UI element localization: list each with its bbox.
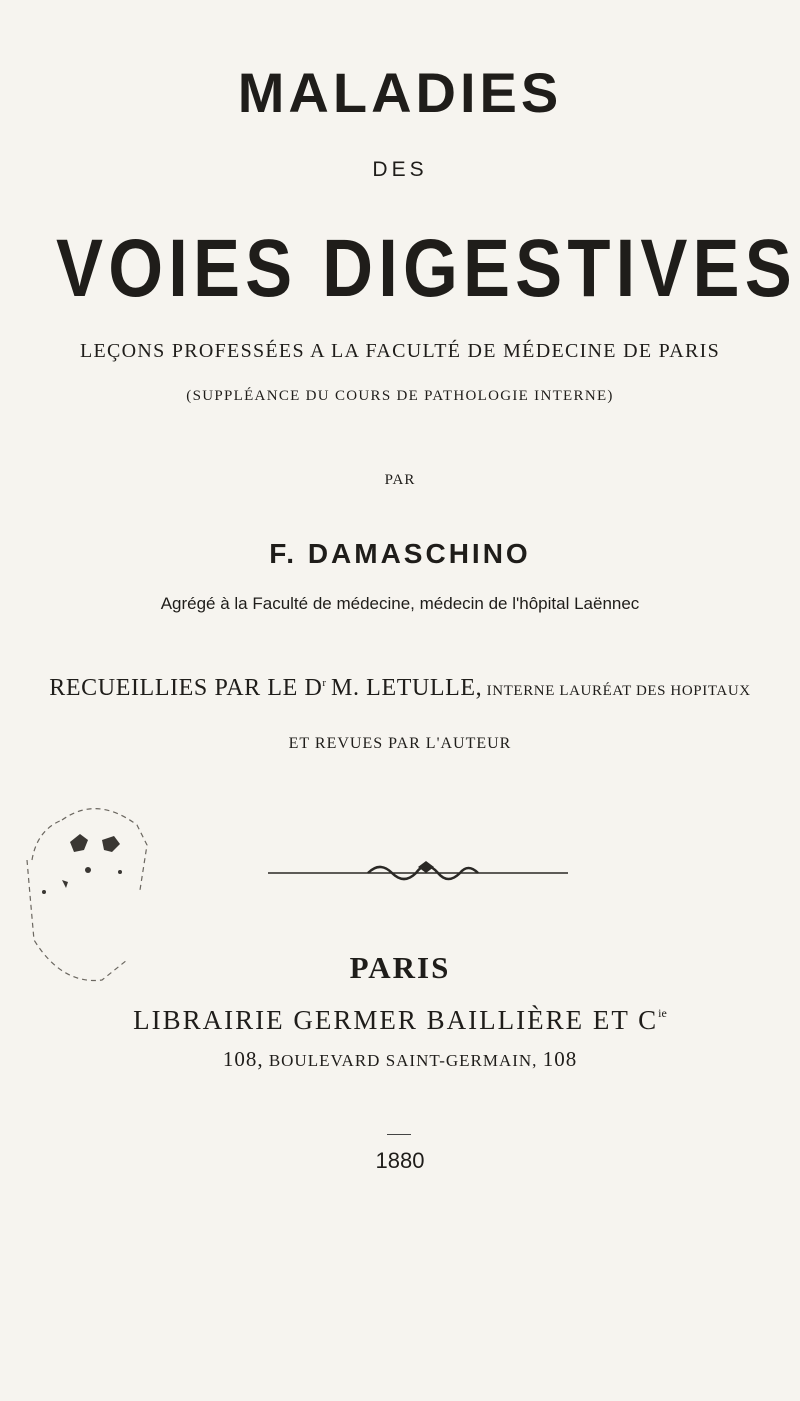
ornamental-rule: [268, 855, 568, 885]
author-by: PAR: [384, 472, 416, 488]
collector-prefix-sup: r: [322, 677, 327, 689]
year-rule: [387, 1134, 411, 1135]
imprint-publisher: [0, 1005, 800, 1036]
subtitle-suppleance: (SUPPLÉANCE DU COURS DE PATHOLOGIE INTERNE): [186, 388, 614, 404]
author-name: F. DAMASCHINO: [269, 538, 531, 569]
imprint-city: PARIS: [349, 950, 451, 985]
address-number-1: 108,: [222, 1047, 264, 1071]
publisher-name: LIBRAIRIE GERMER BAILLIÈRE ET C: [133, 1005, 659, 1035]
imprint-year: 1880: [375, 1148, 425, 1173]
address-street: BOULEVARD SAINT-GERMAIN,: [268, 1051, 538, 1070]
publisher-sup: ie: [658, 1006, 667, 1020]
collector-prefix: RECUEILLIES PAR LE D: [49, 675, 323, 701]
imprint-address: [0, 1047, 800, 1072]
title-line-des: DES: [372, 158, 428, 181]
author-role: Agrégé à la Faculté de médecine, médecin de l'hôpital Laënnec: [160, 594, 640, 613]
title-line-maladies: MALADIES: [237, 61, 563, 124]
collector-line: [0, 675, 800, 702]
collector-suffix: INTERNE LAURÉAT DES HOPITAUX: [486, 683, 751, 699]
reviewer-line: ET REVUES PAR L'AUTEUR: [288, 735, 512, 752]
collector-name: M. LETULLE,: [331, 675, 483, 701]
title-line-voies-digestives: VOIES DIGESTIVES: [56, 223, 797, 314]
subtitle-lessons: LEÇONS PROFESSÉES A LA FACULTÉ DE MÉDECINE DE PARIS: [79, 340, 721, 362]
address-number-2: 108: [542, 1047, 578, 1071]
